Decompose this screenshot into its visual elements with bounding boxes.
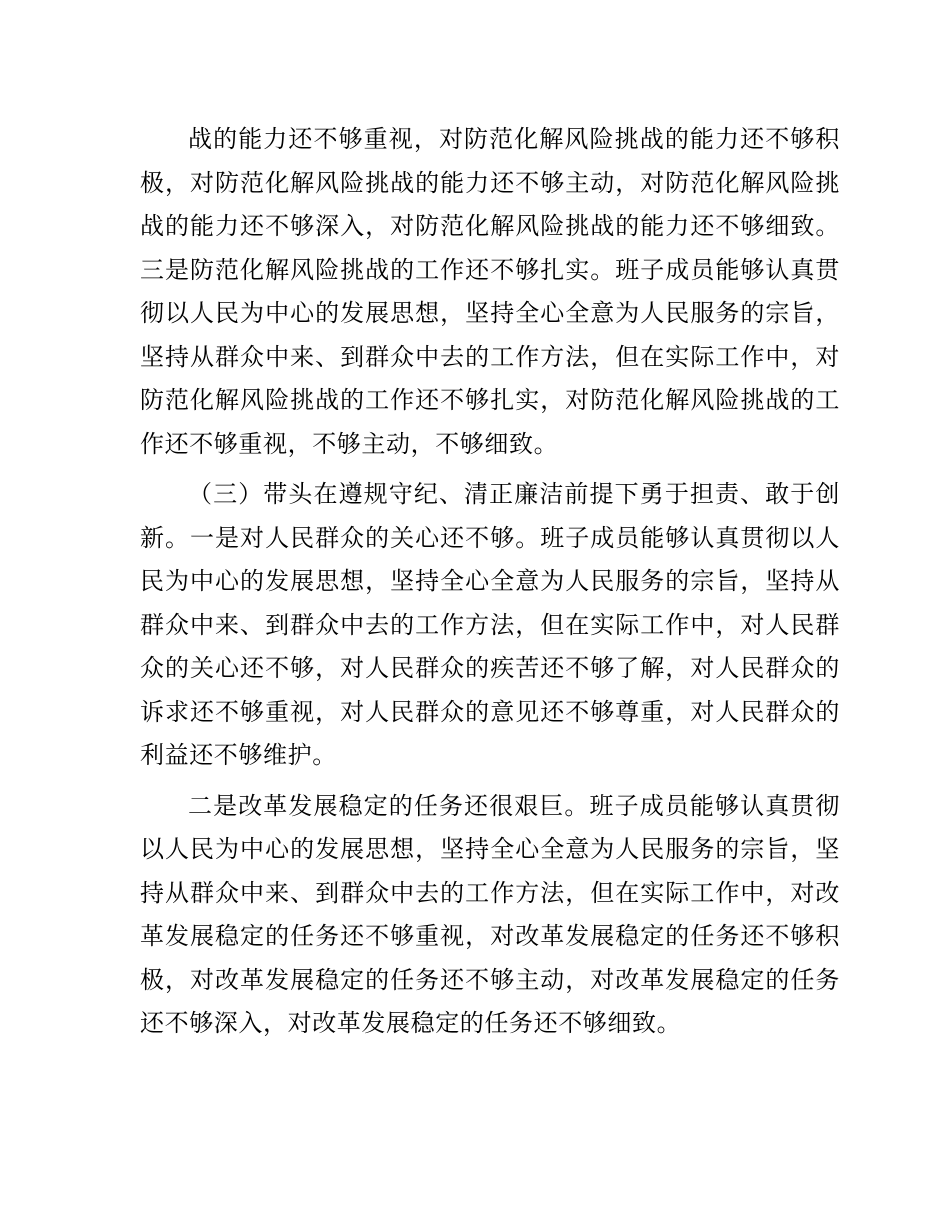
paragraph-1: 战的能力还不够重视，对防范化解风险挑战的能力还不够积极，对防范化解风险挑战的能力还不够主动，对防范化解风险挑战的能力还不够深入，对防范化解风险挑战的能力还不够细致。三是防范化解风险挑战的工作还不够扎实。班子成员能够认真贯彻以人民为中心的发展思想，坚持全心全意为人民服务的宗旨，坚持从群众中来、到群众中去的工作方法，但在实际工作中，对防范化解风险挑战的工作还不够扎实，对防范化解风险挑战的工作还不够重视，不够主动，不够细致。 [140, 125, 840, 458]
document-page [140, 118, 840, 1053]
paragraph-3: 二是改革发展稳定的任务还很艰巨。班子成员能够认真贯彻以人民为中心的发展思想，坚持全心全意为人民服务的宗旨，坚持从群众中来、到群众中去的工作方法，但在实际工作中，对改革发展稳定的任务还不够重视，对改革发展稳定的任务还不够积极，对改革发展稳定的任务还不够主动，对改革发展稳定的任务还不够深入，对改革发展稳定的任务还不够细致。 [140, 791, 840, 1037]
paragraph-2: （三）带头在遵规守纪、清正廉洁前提下勇于担责、敢于创新。一是对人民群众的关心还不够。班子成员能够认真贯彻以人民为中心的发展思想，坚持全心全意为人民服务的宗旨，坚持从群众中来、到群众中去的工作方法，但在实际工作中，对人民群众的关心还不够，对人民群众的疾苦还不够了解，对人民群众的诉求还不够重视，对人民群众的意见还不够尊重，对人民群众的利益还不够维护。 [140, 480, 840, 769]
